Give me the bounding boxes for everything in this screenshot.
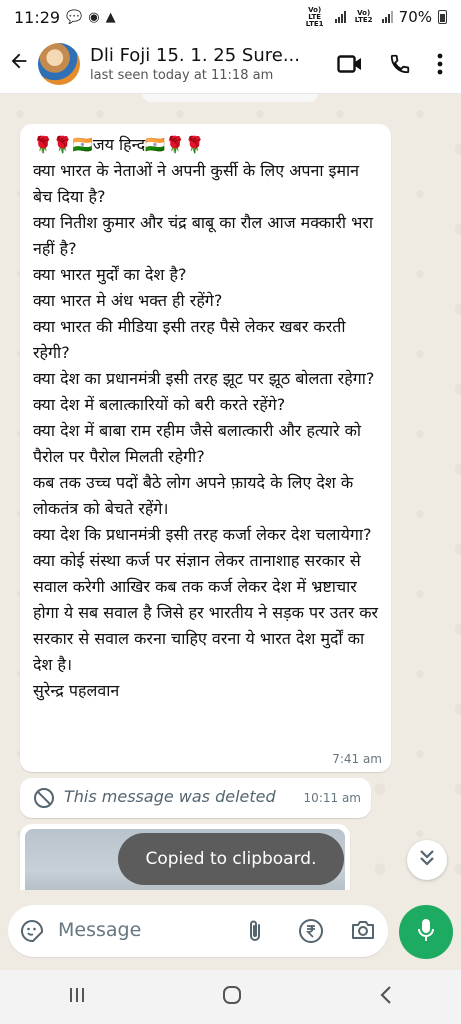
chat-header bbox=[0, 34, 461, 94]
signal-1-icon bbox=[335, 11, 346, 23]
phone-icon[interactable] bbox=[389, 53, 411, 75]
home-icon[interactable] bbox=[221, 984, 243, 1010]
message-input[interactable]: Message bbox=[58, 919, 142, 941]
more-options-icon[interactable] bbox=[437, 53, 443, 75]
chevron-double-down-icon bbox=[419, 849, 435, 871]
scroll-to-bottom-button[interactable] bbox=[407, 840, 447, 880]
composer bbox=[0, 890, 461, 970]
status-time: 11:29 bbox=[14, 7, 61, 27]
last-seen-text: last seen today at 11:18 am bbox=[90, 67, 274, 83]
date-pill bbox=[142, 94, 318, 102]
status-right bbox=[301, 7, 447, 28]
deleted-icon bbox=[33, 787, 55, 813]
message-input-container[interactable] bbox=[8, 905, 388, 957]
system-nav-bar bbox=[0, 970, 461, 1024]
video-call-icon[interactable] bbox=[337, 54, 363, 74]
warning-icon: ▲ bbox=[105, 9, 116, 25]
mic-icon bbox=[416, 917, 436, 947]
voice-record-button[interactable] bbox=[399, 905, 453, 959]
battery-icon bbox=[438, 10, 447, 24]
status-left bbox=[14, 8, 116, 27]
chat-area[interactable] bbox=[0, 94, 461, 890]
recents-icon[interactable] bbox=[67, 985, 87, 1009]
message-bubble[interactable] bbox=[20, 124, 391, 772]
back-nav-icon[interactable] bbox=[378, 984, 394, 1010]
network-lte2-label: Vo) LTE2 bbox=[354, 9, 373, 24]
camera-icon[interactable] bbox=[350, 918, 376, 946]
chat-name: Dli Foji 15. 1. 25 Sure... bbox=[90, 44, 300, 66]
message-notification-icon: 💬 bbox=[66, 9, 83, 25]
rupee-icon[interactable] bbox=[298, 918, 324, 948]
paperclip-icon[interactable] bbox=[244, 918, 266, 948]
toast-message: Copied to clipboard. bbox=[118, 833, 344, 885]
signal-2-icon bbox=[382, 11, 393, 23]
header-actions bbox=[337, 53, 461, 75]
deleted-message-time: 10:11 am bbox=[303, 791, 361, 805]
sticker-icon[interactable] bbox=[20, 919, 44, 947]
chat-info[interactable] bbox=[90, 45, 337, 83]
deleted-message-bubble[interactable] bbox=[20, 778, 371, 818]
whatsapp-notification-icon: ◉ bbox=[88, 9, 100, 25]
avatar[interactable] bbox=[38, 43, 80, 85]
network-lte1-label: Vo) LTE LTE1 bbox=[305, 5, 324, 28]
message-text: 🌹🌹🇮🇳जय हिन्द🇮🇳🌹🌹 क्या भारत के नेताओं ने अपनी कुर्सी के लिए अपना इमान बेच दिया है? क्या नितीश कुमार और चंद्र बाबू का रौल आज मक्कारी भरा नहीं है? क्या भारत मुर्दों का देश है? क्या भारत मे अंध भक्त ही रहेंगे? क्या भारत की मीडिया इसी तरह पैसे लेकर खबर करती रहेगी? क्या देश का प्रधानमंत्री इसी तरह झूट पर झूठ बोलता रहेगा? क्या देश में बलात्कारियों को बरी करते रहेंगे? क्या देश में बाबा राम रहीम जैसे बलात्कारी और हत्यारे को पैरोल पर पैरोल मिलती रहेगी? कब तक उच्च पदों बैठे लोग अपने फ़ायदे के लिए देश के लोकतंत्र को बेचते रहेंगे। क्या देश कि प्रधानमंत्री इसी तरह कर्जा लेकर देश चलायेगा? क्या कोई संस्था कर्ज पर संज्ञान लेकर तानाशाह सरकार से सवाल करेगी आखिर कब तक कर्ज लेकर देश में भ्रष्टाचार होगा ये सब सवाल है जिसे हर भारतीय ने सड़क पर उतर कर सरकार से सवाल करना चाहिए वरना ये भारत देश मुर्दों का देश है। सुरेन्द्र पहलवान bbox=[33, 135, 379, 700]
deleted-message-text: This message was deleted bbox=[64, 787, 276, 806]
status-bar bbox=[0, 0, 461, 34]
message-time: 7:41 am bbox=[332, 752, 382, 766]
battery-percentage: 70% bbox=[398, 8, 432, 26]
back-arrow-icon[interactable] bbox=[0, 50, 38, 78]
